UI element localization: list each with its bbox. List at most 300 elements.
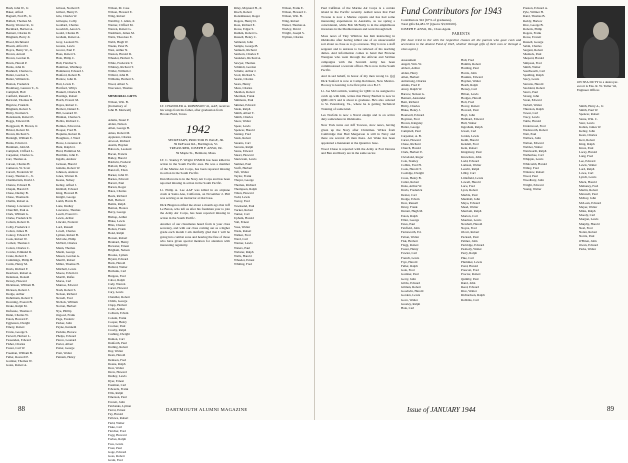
list-entry: Kent, Robert (461, 146, 478, 151)
list-entry: Hart, Lewis E. (56, 81, 75, 86)
list-entry: Martin, Robert (579, 188, 598, 193)
list-entry: Bacon, Francis (108, 151, 128, 156)
list-entry: Carr, Thomas A. (6, 157, 28, 162)
list-entry: Norris, Paul (579, 234, 595, 239)
list-entry: John H. Maxwell) (108, 108, 132, 113)
list-entry: Chapin, Harold P. (6, 186, 29, 191)
list-entry: Gardner, Paul (401, 272, 419, 277)
list-entry: Wing, Robert (282, 18, 300, 23)
robinson-photo (160, 6, 228, 102)
paragraph: Lt. Joe McCormick, waiting for QMC to be assigned to catch up with him, writes that Henry Bartlett is now in QMC-OCS and is about to graduate. He's also ordered to St. Petersburg, Va., where he is getting Technical Training of some kind. (321, 89, 395, 111)
list-entry: Boyce, Henry W., Jr. (6, 48, 33, 53)
list-entry: Hopkins, Robert D. (56, 132, 81, 137)
list-entry: Rudkin, Robert G. (234, 31, 258, 36)
fund-note: (We have tried to list with the respective classes all the parents who gave cash and accessions to the Alumni Fund of 1943, whether through gifts of their own or through a class agent.) (401, 38, 521, 51)
list-entry: Stevens, Harold (523, 81, 544, 86)
list-entry: Morton, Carl (461, 213, 478, 218)
list-entry: Holt, Fred (461, 100, 475, 105)
list-entry: Cabot, Ralph (108, 277, 125, 282)
list-entry: Butler, William K. (6, 77, 30, 82)
fund-summary (401, 18, 521, 31)
list-entry: Boggs, Edward M. (6, 119, 31, 124)
list-entry: Morse, Carl (56, 279, 72, 284)
list-entry: Fuller, Roswell P. (6, 354, 29, 359)
list-entry: Spencer, Robert (579, 112, 600, 117)
list-entry: Smith, Paul W. (579, 108, 599, 113)
list-entry: Cook, Harold T. (401, 167, 422, 172)
list-entry: Moore, Edwin O. (56, 270, 79, 275)
list-entry: Plummer, Lewis (461, 259, 482, 264)
list-entry: Bushnell, Charles G. (6, 69, 33, 74)
list-entry: Bailey, Harold (108, 155, 127, 160)
list-entry: Colton, James H. (6, 228, 28, 233)
list-entry: Sawyer, Thomas (234, 60, 256, 65)
list-entry: Lowell, Harold (461, 179, 481, 184)
list-entry: Flagg, Robert (401, 242, 419, 247)
list-entry: Atwood, Richard (108, 139, 130, 144)
list-entry: Packard, Paul (461, 234, 479, 239)
list-entry: Keith, Harold (461, 137, 479, 142)
list-entry: Nye, Phillip (56, 308, 72, 313)
list-entry: Sumner, Paul (234, 161, 252, 166)
list-entry: Howard, Paul (461, 108, 479, 113)
list-entry: Keen, Charles (579, 133, 598, 138)
list-entry: Marble, Paul (461, 192, 478, 197)
list-entry: Brown, Arnold (6, 52, 26, 57)
list-entry: Fiske, Carl (108, 424, 122, 429)
list-entry: Whitcomb, Harold (523, 161, 547, 166)
list-entry: Borggaard, H. Brown, Jr. (6, 123, 39, 128)
list-entry: Babcock, Leonard (108, 147, 132, 152)
list-entry: Leach, Everett C. (56, 211, 79, 216)
list-entry: Edwards, Frank (108, 387, 129, 391)
list-entry: Bingham, Robert S. (6, 106, 32, 111)
contributor-list-col1 (6, 6, 54, 386)
list-entry: Russell, George (523, 39, 544, 44)
list-entry: Grant, Fred (108, 458, 123, 463)
list-entry: Cameron, W. Scott (6, 165, 31, 170)
list-entry: Alden, Harry (401, 70, 418, 75)
list-entry: Brewster, Ernest (108, 244, 130, 249)
list-entry: Merriam, Ralph (461, 209, 482, 214)
list-entry: Knight, George (56, 195, 76, 200)
list-entry: Carter, Howard (401, 137, 421, 142)
list-entry: Boutwell, Edward (401, 112, 425, 117)
list-entry: Swift, Herbert (234, 165, 253, 170)
list-entry: Freeman, William B. (6, 350, 33, 355)
list-entry: Hersey, Carl (461, 87, 477, 92)
paragraph: More news of Tiny Whitlow has him instructing in Oklahoma after having killed one of an unsuccessful sort about as close as to go overseas. Tiny is now a staff sergeant and is anxious to be relieved of his teaching duties. And information comes to hand that Browne Westgate who went through the African and Sicilian campaigns with the Seventh Army has been commissioned a warrant officer. He is now in the South Pacific. (321, 33, 395, 73)
list-entry: Burbank, Carl (108, 269, 127, 274)
list-entry: Atkins, Fred P. (401, 83, 420, 88)
list-entry: Hoyt, John (461, 112, 475, 117)
list-entry: Willard, John B. (108, 73, 129, 78)
list-entry: Wilson, Howard C. (282, 10, 307, 15)
list-entry: Dodge, Arthur (6, 291, 25, 296)
list-entry: Mitchell, Lewis (56, 266, 77, 271)
list-entry: Pond, Harold (461, 263, 478, 268)
list-entry: Brooks, Lyman (108, 252, 128, 257)
list-entry: Hall, Fred (461, 58, 474, 62)
list-entry: Dennison, Donald (6, 275, 30, 279)
list-entry: Fowler, Carl (401, 251, 417, 256)
list-entry: Tilton, Howard (234, 190, 254, 195)
list-entry: Noyes, Fred (461, 226, 477, 231)
list-entry: Kelley, John (579, 129, 595, 134)
list-entry: Dean, Harold (108, 353, 126, 358)
list-entry: Wood, Albert S. (108, 81, 129, 86)
list-entry: Reddy, Harlow (523, 18, 543, 23)
list-entry: Ellis, Ralph (108, 391, 124, 396)
list-entry: Harris, John (461, 70, 477, 75)
list-entry: Fisher, Charles (6, 342, 26, 347)
list-entry: Torrey, Fred (234, 199, 250, 204)
list-entry: Bolton, Frank (108, 227, 126, 232)
list-entry: Vail, Ernest (234, 220, 249, 225)
contributor-list-col4 (108, 118, 156, 463)
list-entry: Mack, Harold (579, 179, 597, 184)
list-entry: Johnson, Andrew (56, 169, 79, 174)
list-entry: Rice, Walter (461, 289, 477, 294)
list-entry: Gibson, Norbert P. (56, 6, 80, 10)
list-entry: Total gifts $4,481.37 (Quota: $3,500.00). (401, 22, 457, 27)
list-entry: Marsh, George (56, 249, 76, 254)
list-entry: Doane, Ralph (108, 361, 126, 366)
list-entry: Estes, Paul (401, 221, 415, 226)
list-entry: Buck, Harold (108, 260, 126, 265)
list-entry: Jewett, Carl (461, 129, 477, 134)
list-entry: Holmes, Edward A. (56, 123, 82, 128)
list-entry: Morrill, Rufus (56, 275, 75, 279)
list-entry: Washburn, James M. (108, 31, 135, 36)
list-entry: Brigham, Nelson (108, 248, 130, 253)
list-entry: Curtis, Henry M. (6, 262, 28, 267)
list-entry: Pierce, Leonard (56, 338, 77, 343)
list-entry: Tracy, Lewis (523, 115, 540, 120)
list-entry: Peabody, Walter (461, 247, 482, 252)
list-entry: Searle, Charles (234, 77, 254, 82)
list-entry: Mahoney, Fred (579, 183, 599, 188)
list-entry: Conroy, Edward F. (6, 232, 30, 237)
list-entry: Rand, John (461, 280, 476, 285)
list-entry: Lord, Russell (56, 224, 74, 229)
list-entry: Warren, Robert G. (108, 27, 132, 32)
list-entry: Crosby, Ralph (108, 328, 127, 333)
list-entry: Burns, John D. (6, 64, 26, 69)
list-entry: Hanford, Robert B. (56, 73, 81, 78)
list-entry: Austin, Hayden (108, 143, 129, 148)
list-entry: Bishop, Arthur (108, 214, 127, 219)
list-entry: Bromberg, Gustave T., Jr. (6, 85, 39, 90)
list-entry: Wilson, M. Case (108, 6, 130, 10)
list-entry: Smith, Charles (234, 115, 253, 120)
list-entry: Bullard, Walter (108, 265, 128, 270)
list-entry: Dickinson, William H. (6, 283, 35, 288)
list-entry: Weeks, Peter B. (108, 43, 129, 48)
list-entry: Eastman, Carl (108, 382, 127, 387)
list-entry: Quimby, Paul (461, 276, 479, 281)
list-entry: Wyman, Charles (282, 35, 304, 40)
list-entry: Gibbs, Edward (401, 280, 421, 285)
list-entry: Cheney, Lawrence T. (6, 203, 33, 208)
list-entry: Harlow, John D. (56, 77, 77, 82)
list-entry: Preston, Edward A. (523, 6, 548, 10)
robinson-photo-caption: LT. CHANDLER A. ROBINSON '41, AAF, receives his wings from his father, after graduation from Brooks Field, Texas. (160, 104, 230, 117)
tuller-photo (577, 6, 625, 78)
list-entry: Thurston, Ralph (523, 106, 544, 111)
list-entry: Bruck, Harold P. (6, 60, 28, 65)
list-entry: Dana, Arthur W. (401, 184, 422, 189)
list-entry: Hubbard, Edward (461, 116, 484, 121)
list-entry: Fogg, Howard (108, 433, 127, 438)
list-entry: Waters, Paul (234, 245, 251, 250)
list-entry: Ingalls, Andrew (56, 157, 77, 162)
list-entry: Maxwell, Paul (579, 192, 598, 197)
list-entry: Swan, Edward (523, 98, 542, 103)
list-entry: Gerry, John (401, 276, 416, 281)
list-entry: Thompson, Ralph (234, 186, 257, 191)
list-entry: Angell, Wm. W. (401, 62, 422, 67)
list-entry: Strong, John (523, 94, 540, 99)
list-entry: Starr, Lewis (579, 120, 595, 125)
fund-list-col1 (401, 58, 459, 388)
list-entry: Lyman, Robert B. (56, 232, 79, 237)
list-entry: Danforth, Paul (108, 340, 127, 345)
list-entry: Collins, Fred H. (401, 163, 422, 168)
list-entry: Canfield, Russell L. (6, 94, 32, 99)
list-entry: Denison, Fred (108, 357, 127, 362)
paragraph: Dan Marcotte is in the Navy Air Corps and has been reported missing in action in the South Pacific. (160, 177, 230, 186)
list-entry: Blake, Henry J. (401, 108, 421, 113)
list-entry: Armstrong, Charles (401, 79, 427, 84)
list-entry: Evans, George S. (6, 329, 29, 334)
paragraph: LT. C. Stanley F. Wright USMCR has been killed in action in the South Pacific area. He was a member of the Marine Air Corps, has been reported missing in action in the South Pacific. (160, 158, 230, 175)
list-entry: Avery, Ralph W. (401, 87, 422, 92)
list-entry: Spear, Lewis (234, 123, 251, 128)
list-entry: WanWey, J. Allen, Jr. (108, 18, 136, 23)
list-entry: Hammond, Edward J. (56, 69, 84, 74)
list-entry: Day, Walter (108, 349, 124, 354)
parents-heading: PARENTS (452, 32, 470, 36)
list-entry: Forbes, Ralph (108, 437, 126, 442)
list-entry: Hooper, Fred H. (56, 127, 77, 132)
list-entry: Luce, Fred (461, 184, 475, 189)
list-entry: Moulton, Lewis (461, 217, 482, 222)
list-entry: Wells, Harold (234, 253, 252, 258)
list-entry: Sargent, Robert (523, 48, 543, 53)
list-entry: Bent, Richard (401, 100, 419, 105)
list-entry: Chellis, Robert A. (6, 199, 30, 204)
list-entry: Cushing, Dwight (108, 332, 130, 337)
list-entry: Skinner, Edward (234, 102, 256, 107)
list-entry: Payne, Kenneth (56, 325, 77, 330)
list-entry: Hartford, Willys (56, 85, 77, 90)
list-entry: Stacy, Lewis (523, 77, 540, 82)
list-entry: Weston, Harold D. (108, 52, 132, 57)
list-entry: Hatch, Everett M. (56, 98, 79, 103)
list-entry: Beatty, Worster R., Jr. (6, 22, 34, 27)
fund-contributors-title: Fund Contributors for 1943 (401, 6, 502, 16)
list-entry: Shepard, Harold (523, 56, 544, 61)
list-entry: Gilman, Robert (401, 284, 421, 289)
contributor-list-col7 (282, 6, 312, 386)
list-entry: Morgan, Lewis (579, 217, 599, 222)
list-entry: Hale, Carl (401, 305, 415, 310)
class-year-heading: 1942 (186, 122, 210, 136)
list-entry: Tarbell, Walter (523, 102, 542, 107)
list-entry: Schultz, Arthur J. (234, 69, 257, 74)
list-entry: Vose, Walter (234, 224, 251, 229)
list-entry: Fletcher, Fred (108, 429, 126, 434)
class-news-text (160, 158, 230, 386)
list-entry: Lamb, Harris B. (56, 199, 77, 204)
list-entry: Churchill, Paul A. (6, 207, 30, 212)
list-entry: Wing, Robert (108, 14, 126, 19)
list-entry: Dickson, Robert J. (6, 287, 30, 292)
list-entry: Farrar, Ernest (108, 408, 126, 413)
list-entry: Bliss, Chester (108, 223, 126, 228)
list-entry: Knowlton, John (461, 154, 482, 159)
list-entry: Bowen, Robert (108, 235, 128, 240)
list-entry: Webb, Hugh W. (108, 39, 129, 44)
list-entry: Stark, Robert (234, 136, 251, 141)
list-entry: Kimball, Edward (56, 186, 78, 191)
list-entry: Rand, Thomas B. (523, 14, 546, 19)
list-entry: Childs, George (108, 298, 128, 303)
list-entry: Pyle, Wilmer H. (523, 10, 544, 15)
list-entry: Cook, Robert W. (6, 237, 28, 242)
list-entry: Willey, Fred (523, 165, 539, 170)
list-entry: Neal, Fred (579, 225, 593, 230)
list-entry: Whipple, Lewis (523, 157, 544, 162)
list-entry: Drake, Ralph M. (6, 304, 28, 309)
list-entry: Meyer, Walter (579, 204, 598, 209)
list-entry: Smith, Walter (523, 64, 541, 69)
list-entry: Ames, Robert M. (108, 130, 131, 135)
list-entry: Goodrich, Aaron S. (56, 27, 81, 32)
list-entry: Houghton, J. Ward (56, 136, 80, 141)
list-entry: Dow, Russell (401, 200, 418, 205)
list-entry: Hayden, Walter (461, 79, 481, 84)
list-entry: Watts, Theodore E. (108, 35, 133, 40)
list-entry: Whitney, Richard T. (108, 64, 134, 69)
list-entry: Townsend, Paul (234, 203, 255, 208)
list-entry: Allen, Herbert (401, 74, 420, 79)
list-entry: Elliot, George (401, 217, 419, 222)
list-entry: Thayer, George (234, 178, 254, 183)
list-entry: Lee, Edward (579, 158, 596, 163)
list-entry: Gilbert, Henry E. (56, 10, 79, 15)
list-entry: Olcott, Robert (461, 230, 480, 235)
page-number-left: 88 (18, 405, 25, 413)
fund-list-col2 (461, 58, 519, 388)
paragraph: Wood Chase is reported with the Army at Fort Devens and Ben and Rusty are in the same sector. (321, 146, 395, 156)
list-entry: Lawrence, Thomas (56, 207, 81, 212)
list-entry: Gould, Charles H. (56, 31, 80, 36)
list-entry: Cleveland, Roger (401, 154, 424, 159)
list-entry: Hobbs, Richard C. (56, 119, 80, 124)
list-entry: Miles, Ralph (579, 209, 596, 214)
list-entry: Nash, Robert S. (56, 287, 77, 292)
list-entry: Hodges, Harold (461, 95, 482, 100)
list-entry: Harding, Paul (461, 66, 479, 71)
list-entry: Wheeler, Herbert S. (108, 56, 134, 61)
list-entry: Fairbanks, Lyman (108, 403, 132, 408)
list-entry: Stanley, Fred (234, 132, 251, 137)
list-entry: Durant, Hugh M. (401, 209, 423, 214)
list-entry: SECRETARY, PROCTOR H. PAGE, JR. (168, 138, 224, 142)
list-entry: Lane, Dudley (56, 203, 74, 208)
list-entry: Lovell, Charles (56, 228, 76, 233)
list-entry: Brainard, Henry (108, 239, 129, 244)
list-entry: Tuttle, Harold (523, 119, 541, 124)
list-entry: Bennett, Alexander (401, 95, 426, 100)
list-entry: Gale, Fred (401, 268, 415, 273)
list-entry: Haskell, Charles B. (56, 90, 81, 95)
list-entry: Brown, Richard S. (6, 132, 30, 137)
fund-list-col3 (523, 6, 577, 388)
issue-date: Issue of JANUARY 1944 (407, 406, 476, 414)
list-entry: Wilson, Wm. B. (108, 100, 129, 104)
list-entry: Fessenden, Edward (6, 338, 31, 343)
list-entry: Blake, Lewis (108, 218, 125, 223)
list-entry: West, Arthur N. (108, 48, 129, 53)
list-entry: Gillespie, Colby (56, 18, 77, 23)
list-entry: Slade, Ralph (234, 106, 251, 111)
list-entry: Stone, Edward (234, 148, 253, 153)
list-entry: Southworth, Carl (523, 69, 545, 74)
list-entry: Leavitt, Ralph (461, 167, 480, 172)
list-entry: Osgood, Frank (56, 312, 75, 317)
list-entry: Frost, Paul (108, 445, 122, 450)
list-entry: Jones, Warren D. (56, 174, 78, 179)
list-entry: Tower, Carl (523, 111, 539, 116)
list-entry: Taylor, Frank (234, 174, 252, 179)
list-entry: Schmidt, Gordon (234, 64, 256, 69)
list-entry: Kallen, James W. (579, 125, 602, 130)
list-entry: Rowe, Everett (523, 35, 542, 40)
list-entry: Woodbury, John (523, 178, 544, 183)
list-entry: Miller, Thomas H. (56, 262, 80, 267)
list-entry: Hurd, Hamilton M. (56, 148, 81, 153)
list-entry: Hull, Walter (461, 121, 477, 126)
list-entry: Hovey, Robert (461, 104, 480, 109)
list-entry: Rowe, Edgar S. (234, 27, 255, 32)
list-entry: Keene, Sidney (56, 178, 75, 183)
list-entry: Rodenhauser, Roger (234, 14, 260, 19)
contributor-list-col2 (56, 6, 104, 386)
list-entry: Campbell, Hall (6, 90, 26, 95)
list-entry: Wilson, Frank E. (282, 6, 304, 10)
list-entry: Beckhard, Herbert A. (6, 27, 34, 32)
list-entry: Cummings, Philip H. (6, 258, 34, 263)
list-entry: Hale, Philip C. (56, 56, 75, 61)
list-entry: Wetherbee, Carl (523, 153, 544, 158)
list-entry: Assessment (401, 58, 417, 62)
list-entry: Howe, Lawrence R. (56, 140, 82, 145)
list-entry: Wright, Joseph S. (282, 31, 305, 36)
list-entry: Mann, Thomas (56, 245, 76, 250)
list-entry: Foster, Carl W. (6, 346, 26, 351)
list-entry: Underwood, Fred (523, 123, 546, 128)
list-entry: Chase, Richard (401, 142, 421, 147)
list-entry: Dodge, Edwin (401, 196, 420, 201)
list-entry: Damon, Carl (108, 336, 125, 341)
list-entry: Rogers, Frank (523, 31, 542, 36)
list-entry: Rogers, Henry D. (234, 18, 257, 23)
list-entry: Carpenter, A. B. (401, 133, 422, 138)
list-entry: Lyon, Robert (461, 188, 478, 193)
